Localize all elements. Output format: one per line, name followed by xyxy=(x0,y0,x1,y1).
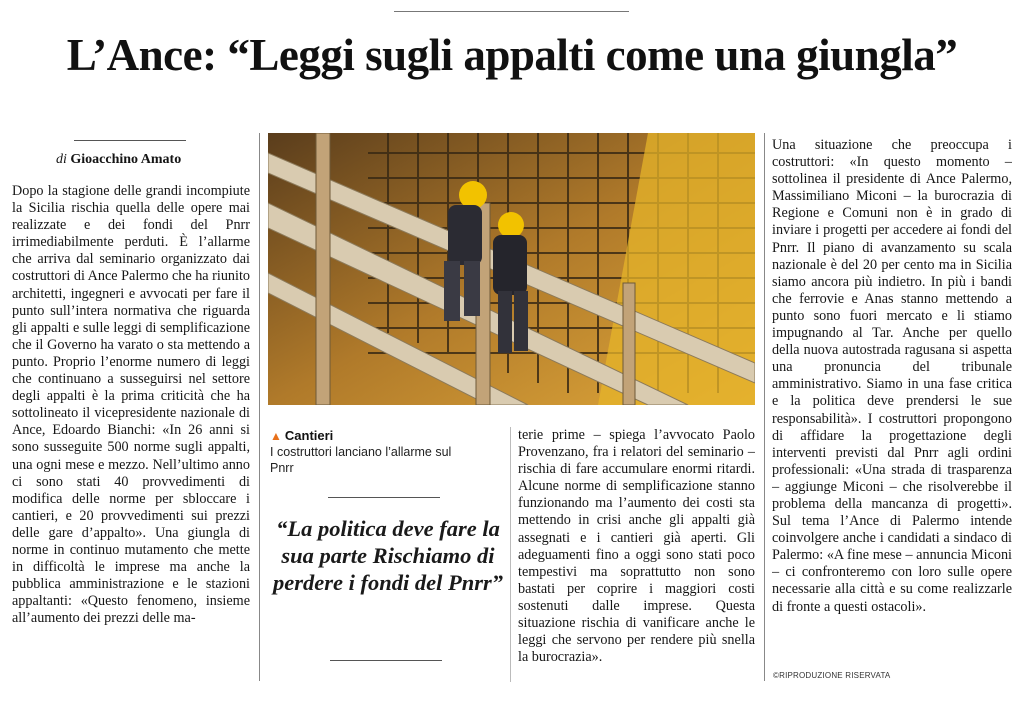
byline xyxy=(56,152,236,168)
byline-rule xyxy=(74,140,186,141)
article-column-3: Una situazione che preoccupa i costruttori: «In questo momento – sottolinea il presidente di Ance Palermo, Massimiliano Miconi – la burocrazia di Regione e Comuni non è in grado di inviare i progetti per accedere ai fondi del Pnrr. Il piano di avanzamento su scala nazionale è del 20 per cento ma in Sicilia siamo ancora più indietro. In più i bandi che ferrovie e Anas stanno mettendo a punto sono fuori mercato e li stiamo impugnando al Tar. Anche per quello della nuova autostrada ragusana si aspetta una pronuncia del tribunale amministrativo. Siamo in una fase critica e la politica deve prendersi le sue responsabilità». I costruttori propongono di affidare la progettazione degli interventi previsti dal Pnrr agli ordini professionali: «Una strada di trasparenza – aggiunge Miconi – che risolverebbe il problema della mancanza di progetti». Sul tema l’Ance di Palermo intende coinvolgere anche i candidati a sindaco di Palermo: «A fine mese – annuncia Miconi – ci confronteremo con loro sulle opere necessarie alla città e su come realizzarle di fronte a questi ostacoli». xyxy=(772,137,1012,615)
caption-title-row xyxy=(270,428,460,444)
triangle-icon: ▲ xyxy=(270,429,282,443)
headline: L’Ance: “Leggi sugli appalti come una giungla” xyxy=(66,30,958,80)
photo-caption xyxy=(270,428,460,476)
pullquote-rule-bottom xyxy=(330,660,442,661)
column-divider-right xyxy=(764,133,765,681)
article-column-2: terie prime – spiega l’avvocato Paolo Provenzano, fra i relatori del seminario – rischia di fare accumulare enormi ritardi. Alcune norme di semplificazione stanno funzionando ma l’aumento dei costi sta mettendo in crisi anche gli appalti già assegnati e i cantieri già aperti. Gli adeguamenti fino a oggi sono stati poco tempestivi ma soprattutto non sono bastati per coprire i maggiori costi sostenuti dalle imprese. Questa situazione rischia di vanificare anche le leggi che servono per rendere più snella la burocrazia». xyxy=(518,427,755,666)
column-divider-middle xyxy=(510,427,511,682)
article-column-1: Dopo la stagione delle grandi incompiute la Sicilia rischia quella delle opere mai realizzate e dei fondi del Pnrr irrimediabilmente perduti. È l’allarme che arriva dal seminario organizzato dai costruttori di Ance Palermo che ha riunito architetti, ingegneri e avvocati per fare il punto sull’intera normativa che riguarda gli appalti e sulle leggi di semplificazione che il Governo ha varato o sta mettendo a punto. Proprio l’enorme numero di leggi che continuano a susseguirsi nel settore degli appalti è la prima criticità che ha sottolineato il vicepresidente nazionale di Ance, Edoardo Bianchi: «In 26 anni si sono susseguite 500 norme sugli appalti, una ogni mese e mezzo. Nell’ultimo anno ci sono stati 40 provvedimenti di modifica delle norme per sbloccare i cantieri, e 20 provvedimenti sui prezzi delle gare d’appalto». Una giungla di norme in continuo mutamento che mette in difficoltà le imprese ma anche la pubblica amministrazione e le stazioni appaltanti: «Questo fenomeno, insieme all’aumento dei prezzi delle ma- xyxy=(12,183,250,627)
pullquote: “La politica deve fare la sua parte Rischiamo di perdere i fondi del Pnrr” xyxy=(273,516,503,595)
byline-author: Gioacchino Amato xyxy=(70,152,182,167)
caption-text: I costruttori lanciano l’allarme sul Pnrr xyxy=(270,445,452,475)
byline-prefix: di xyxy=(56,152,67,167)
pullquote-rule-top xyxy=(328,497,440,498)
construction-workers-photo xyxy=(268,133,755,405)
column-divider-left xyxy=(259,133,260,681)
copyright-notice: ©RIPRODUZIONE RISERVATA xyxy=(773,671,891,680)
top-rule xyxy=(394,11,629,12)
photo-illustration xyxy=(268,133,755,405)
caption-title: Cantieri xyxy=(284,428,334,443)
